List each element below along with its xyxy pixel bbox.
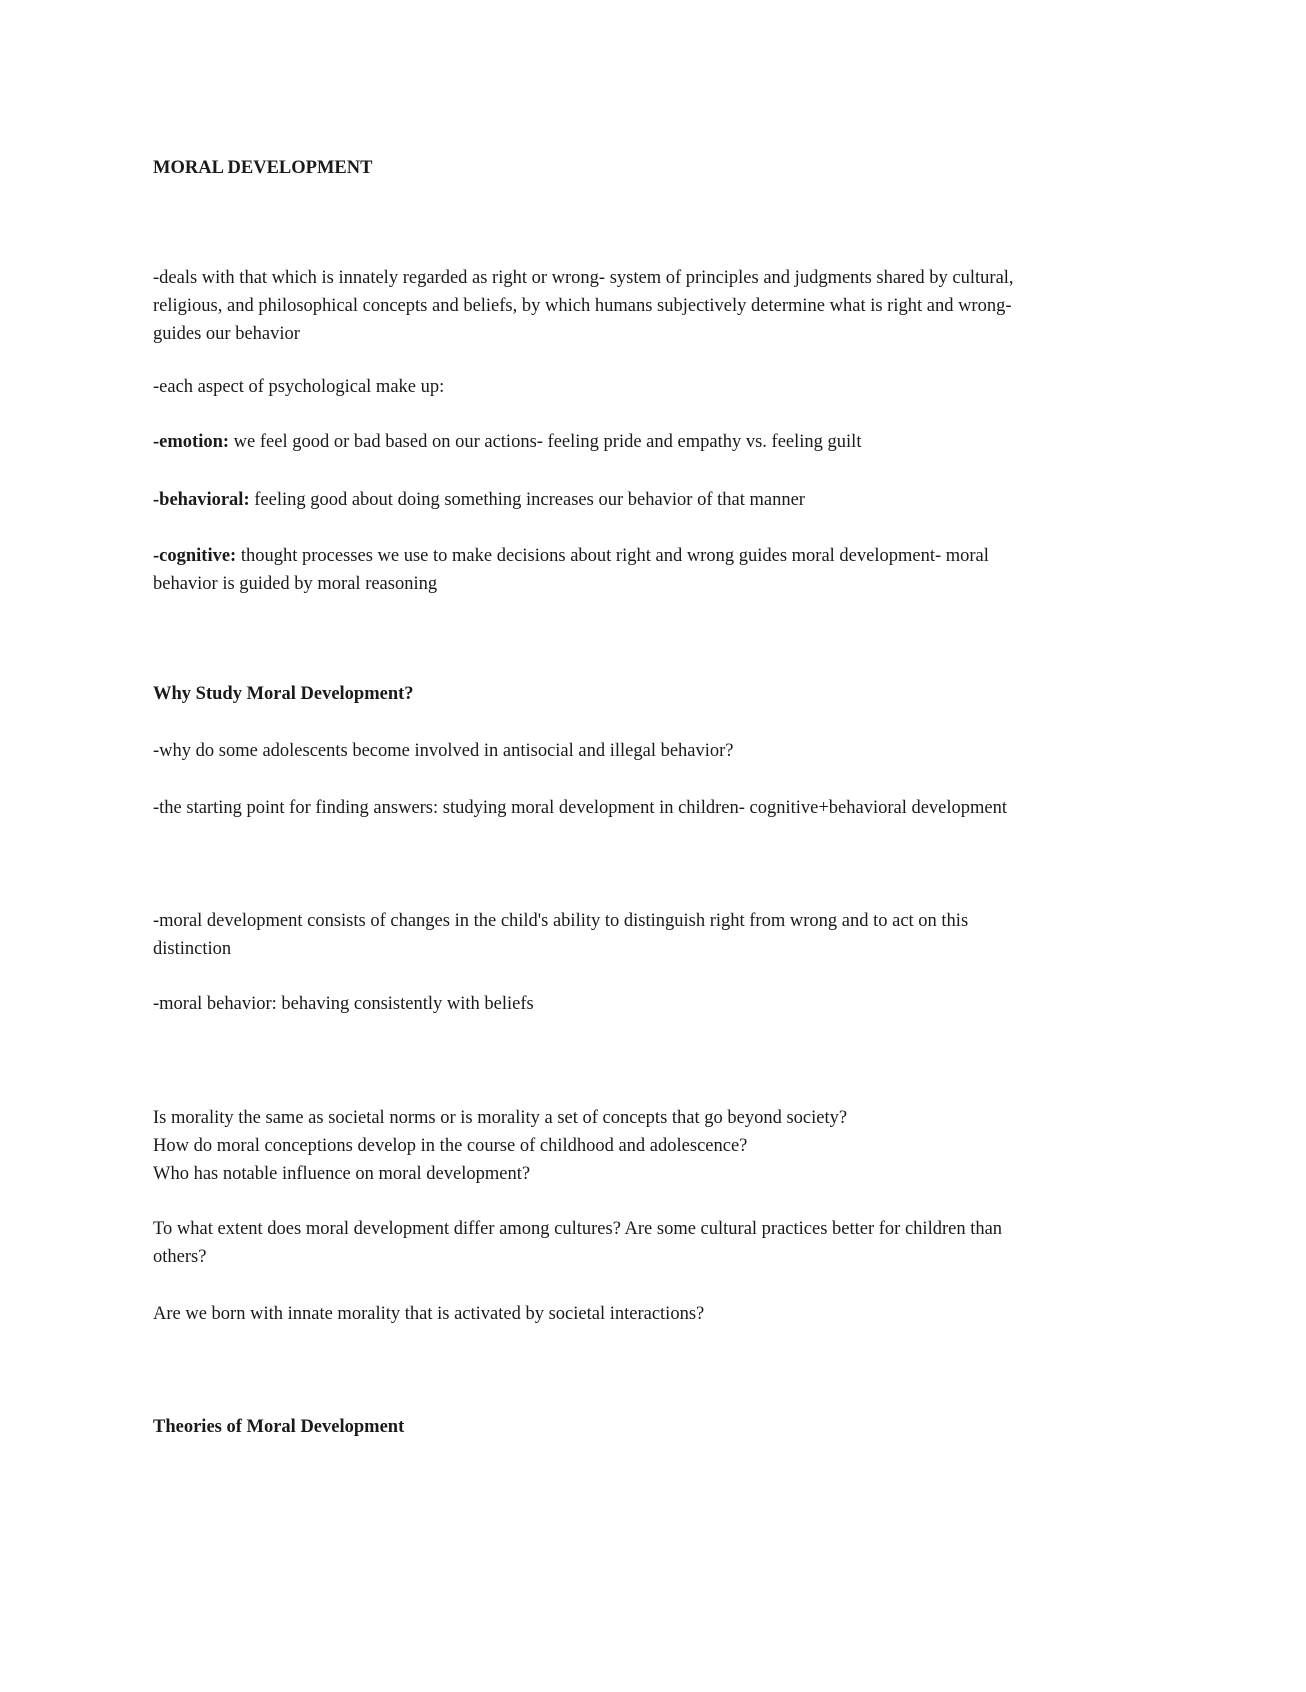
question-cultures-line-1: To what extent does moral development differ among cultures? Are some cultural practices better for children than [153, 1219, 1003, 1239]
cognitive-text-2: behavior is guided by moral reasoning [153, 574, 438, 594]
emotion-text: we feel good or bad based on our actions- feeling pride and empathy vs. feeling guilt [229, 432, 862, 452]
page-title: MORAL DEVELOPMENT [153, 158, 373, 178]
question-cultures-line-2: others? [153, 1247, 207, 1267]
why-question-2: -the starting point for finding answers: studying moral development in children- cognitive+behavioral development [153, 798, 1008, 818]
definition-line-1: -deals with that which is innately regarded as right or wrong- system of principles and judgments shared by cultural, [153, 268, 1014, 288]
question-influence: Who has notable influence on moral development? [153, 1164, 531, 1184]
emotion-paragraph [153, 428, 1153, 456]
theories-heading: Theories of Moral Development [153, 1417, 405, 1437]
cognitive-term: -cognitive: [153, 546, 237, 566]
definition-line-3: guides our behavior [153, 324, 300, 344]
moral-development-definition-line-2: distinction [153, 939, 232, 959]
definition-line-2: religious, and philosophical concepts and beliefs, by which humans subjectively determine what is right and wrong- [153, 296, 1012, 316]
questions-group [153, 1104, 1153, 1188]
question-cultures [153, 1215, 1153, 1271]
behavioral-text: feeling good about doing something increases our behavior of that manner [249, 490, 805, 510]
why-study-heading: Why Study Moral Development? [153, 684, 414, 704]
moral-development-definition [153, 907, 1153, 963]
moral-behavior-line: -moral behavior: behaving consistently with beliefs [153, 994, 534, 1014]
behavioral-term: -behavioral: [153, 490, 250, 510]
aspects-line: -each aspect of psychological make up: [153, 377, 445, 397]
cognitive-text-1: thought processes we use to make decisions about right and wrong guides moral development- moral [236, 546, 989, 566]
definition-paragraph [153, 264, 1153, 348]
cognitive-paragraph [153, 542, 1153, 598]
emotion-term: -emotion: [153, 432, 230, 452]
question-societal-norms: Is morality the same as societal norms or is morality a set of concepts that go beyond society? [153, 1108, 848, 1128]
behavioral-paragraph [153, 486, 1153, 514]
question-innate-morality: Are we born with innate morality that is activated by societal interactions? [153, 1304, 705, 1324]
moral-development-definition-line-1: -moral development consists of changes in the child's ability to distinguish right from wrong and to act on this [153, 911, 969, 931]
why-question-1: -why do some adolescents become involved in antisocial and illegal behavior? [153, 741, 734, 761]
question-conceptions: How do moral conceptions develop in the course of childhood and adolescence? [153, 1136, 748, 1156]
